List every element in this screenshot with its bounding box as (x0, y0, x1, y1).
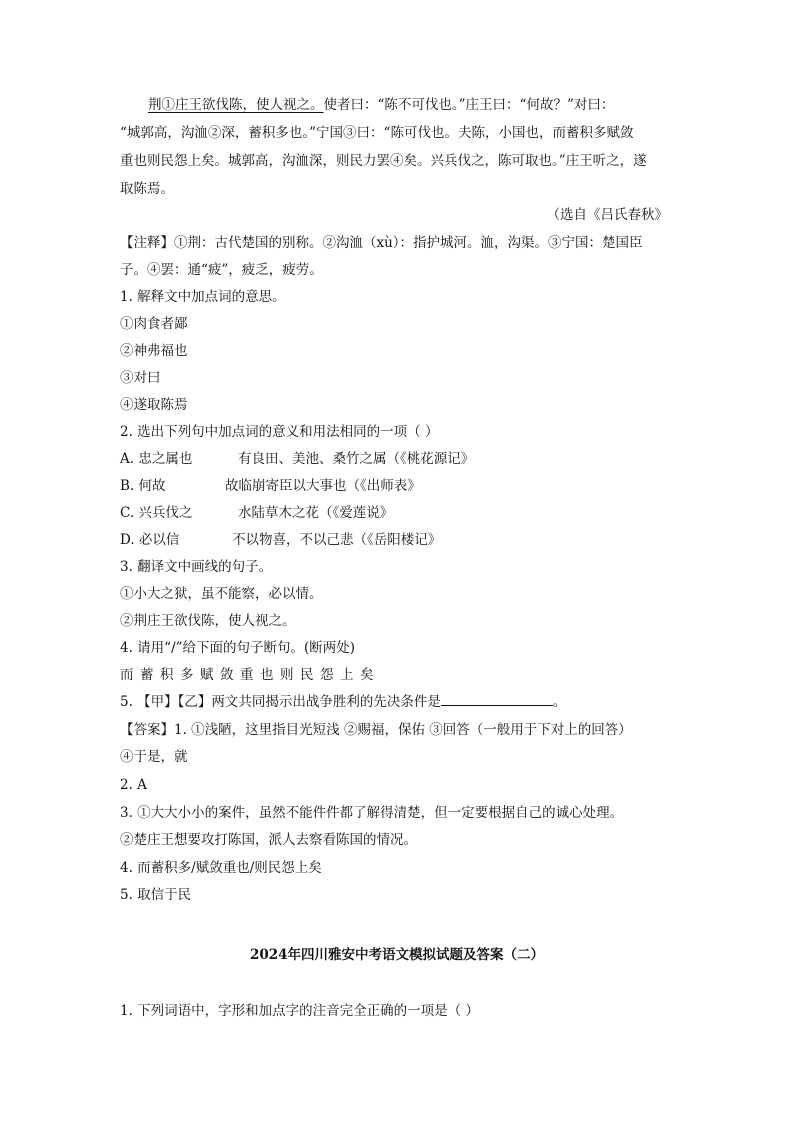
q1-item-4: ④遂取陈焉 (120, 397, 188, 413)
passage-line-2: “城郭高，沟洫②深，蓄积多也。”宁国③曰：“陈可伐也。夫陈，小国也，而蓄积多赋敛 (120, 125, 634, 141)
q2-option-d-right: 不以物喜，不以己悲（《岳阳楼记》 (232, 532, 442, 548)
q1-item-3: ③对曰 (120, 370, 161, 386)
question-1: 1. 解释文中加点词的意思。 (120, 289, 286, 305)
q2-option-d-left: D. 必以信 (120, 532, 180, 548)
question-2: 2. 选出下列句中加点词的意义和用法相同的一项（ ） (120, 424, 439, 440)
underlined-sentence: 荆①庄王欲伐陈，使人视之。 (148, 97, 324, 113)
q5-text: 5. 【甲】【乙】两文共同揭示出战争胜利的先决条件是 (120, 694, 441, 710)
q2-option-a-right: 有良田、美池、桑竹之属（《桃花源记》 (238, 451, 475, 467)
q2-option-a (120, 450, 475, 468)
q3-item-2: ②荆庄王欲伐陈，使人视之。 (120, 613, 296, 629)
notes-line-2: 子。④罢：通“疲”，疲乏，疲劳。 (120, 262, 323, 278)
q2-option-b-right: 故临崩寄臣以大事也（《出师表》 (225, 478, 421, 494)
answer-3-2: ②楚庄王想要攻打陈国，派人去察看陈国的情况。 (120, 832, 417, 848)
q5-end: 。 (552, 694, 567, 710)
answer-2: 2. A (120, 777, 147, 793)
notes-line-1: 【注释】①荆：古代楚国的别称。②沟洫（xù）：指护城河。洫，沟渠。③宁国：楚国臣 (120, 235, 643, 251)
q2-option-d (120, 531, 442, 549)
answer-4: 4. 而蓄积多/赋敛重也/则民怨上矣 (120, 860, 322, 876)
passage-line-1 (148, 96, 614, 114)
question-5 (120, 693, 566, 711)
next-question-1: 1. 下列词语中，字形和加点字的注音完全正确的一项是（ ） (120, 1003, 479, 1019)
q2-option-c (120, 504, 394, 522)
question-4: 4. 请用“/”给下面的句子断句。(断两处) (120, 640, 356, 656)
q1-item-1: ①肉食者鄙 (120, 316, 188, 332)
answer-3-1: 3. ①大大小小的案件，虽然不能件件都了解得清楚，但一定要根据自己的诚心处理。 (120, 805, 624, 821)
q4-sentence: 而蓄积多赋敛重也则民怨上矣 (120, 667, 380, 683)
q3-item-1: ①小大之狱，虽不能察，必以情。 (120, 586, 323, 602)
q2-option-c-left: C. 兴兵伐之 (120, 505, 193, 521)
question-3: 3. 翻译文中画线的句子。 (120, 559, 273, 575)
answer-line-2: ④于是，就 (120, 749, 188, 765)
q1-item-2: ②神弗福也 (120, 343, 188, 359)
q2-option-b (120, 477, 421, 495)
q2-option-b-left: B. 何故 (120, 478, 166, 494)
section-title: 2024年四川雅安中考语文模拟试题及答案（二） (249, 947, 545, 963)
q2-option-c-right: 水陆草木之花（《爱莲说》 (238, 505, 394, 521)
passage-line-1-rest: 使者曰：“陈不可伐也。”庄王曰：“何故？”对曰： (323, 97, 615, 113)
answer-line-1: 【答案】1. ①浅陋，这里指目光短浅 ②赐福，保佑 ③回答（一般用于下对上的回答） (120, 722, 632, 738)
answer-blank (441, 693, 553, 706)
passage-source: （选自《吕氏春秋》 (546, 207, 668, 223)
passage-line-4: 取陈焉。 (120, 181, 174, 197)
passage-line-3: 重也则民怨上矣。城郭高，沟洫深，则民力罢④矣。兴兵伐之，陈可取也。”庄王听之，遂 (120, 153, 647, 169)
answer-5: 5. 取信于民 (120, 887, 192, 903)
q2-option-a-left: A. 忠之属也 (120, 451, 193, 467)
